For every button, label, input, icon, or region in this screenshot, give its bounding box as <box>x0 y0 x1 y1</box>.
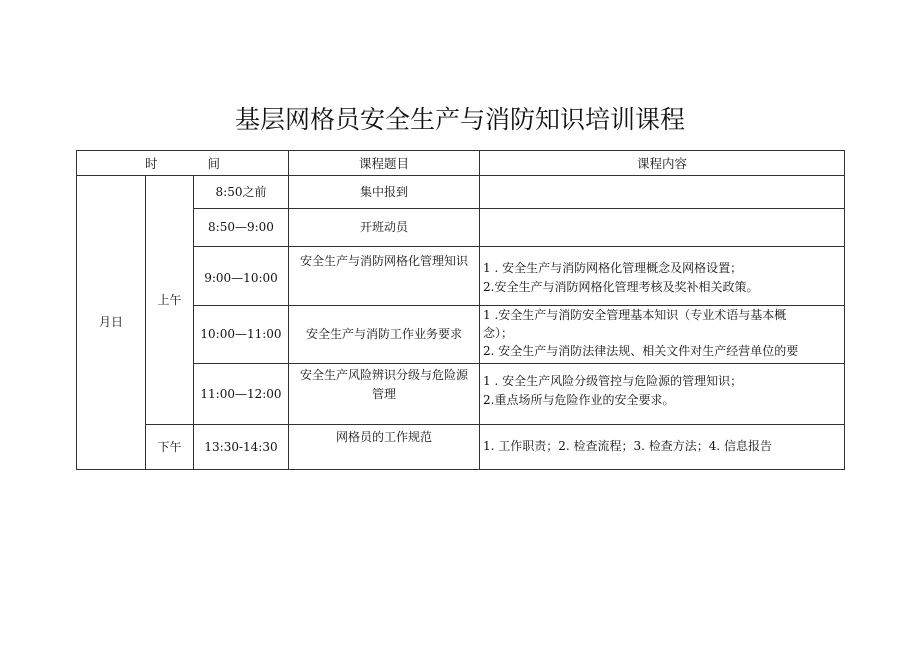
content-line: 2.安全生产与消防网格化管理考核及奖补相关政策。 <box>483 280 759 294</box>
am-cell: 上午 <box>157 292 182 307</box>
content-line: 1 .安全生产与消防安全管理基本知识（专业术语与基本概 <box>483 308 787 322</box>
table-bottom-border <box>76 469 845 470</box>
header-time-char-2: 间 <box>207 155 221 171</box>
header-time-char-1: 时 <box>144 155 158 171</box>
content-line: 1 . 安全生产风险分级管控与危险源的管理知识； <box>483 374 743 388</box>
header-content: 课程内容 <box>636 155 687 171</box>
topic-cell: 安全生产与消防网格化管理知识 <box>299 254 468 268</box>
time-cell: 11:00—12:00 <box>200 386 282 401</box>
page-title: 基层网格员安全生产与消防知识培训课程 <box>234 105 685 134</box>
header-time <box>77 151 288 175</box>
header-topic: 课程题目 <box>358 155 409 171</box>
table-right-border <box>844 150 845 470</box>
content-line: 1 . 安全生产与消防网格化管理概念及网格设置； <box>483 261 743 275</box>
topic-cell: 开班动员 <box>359 220 408 234</box>
content-cell <box>480 306 844 363</box>
topic-line: 安全生产风险辨识分级与危险源 <box>299 368 468 382</box>
content-line: 1. 工作职责；2. 检查流程；3. 检查方法；4. 信息报告 <box>483 439 773 453</box>
time-cell: 13:30-14:30 <box>204 439 278 454</box>
time-cell: 8:50之前 <box>215 184 267 199</box>
content-line: 2.重点场所与危险作业的安全要求。 <box>483 393 675 407</box>
time-cell: 8:50—9:00 <box>208 220 274 234</box>
pm-cell: 下午 <box>157 439 182 454</box>
topic-cell: 安全生产与消防工作业务要求 <box>305 327 462 341</box>
content-cell <box>480 372 844 416</box>
topic-cell: 集中报到 <box>359 184 408 199</box>
date-cell: 月日 <box>98 315 123 329</box>
content-line: 2. 安全生产与消防法律法规、相关文件对生产经营单位的要 <box>483 344 799 358</box>
content-cell <box>480 259 844 305</box>
time-cell: 10:00—11:00 <box>200 327 282 341</box>
content-line: 念）； <box>483 326 514 340</box>
time-cell: 9:00—10:00 <box>204 270 278 285</box>
topic-cell <box>289 364 479 404</box>
topic-cell: 网格员的工作规范 <box>335 430 432 444</box>
topic-line: 管理 <box>371 387 396 401</box>
content-cell <box>480 437 844 461</box>
